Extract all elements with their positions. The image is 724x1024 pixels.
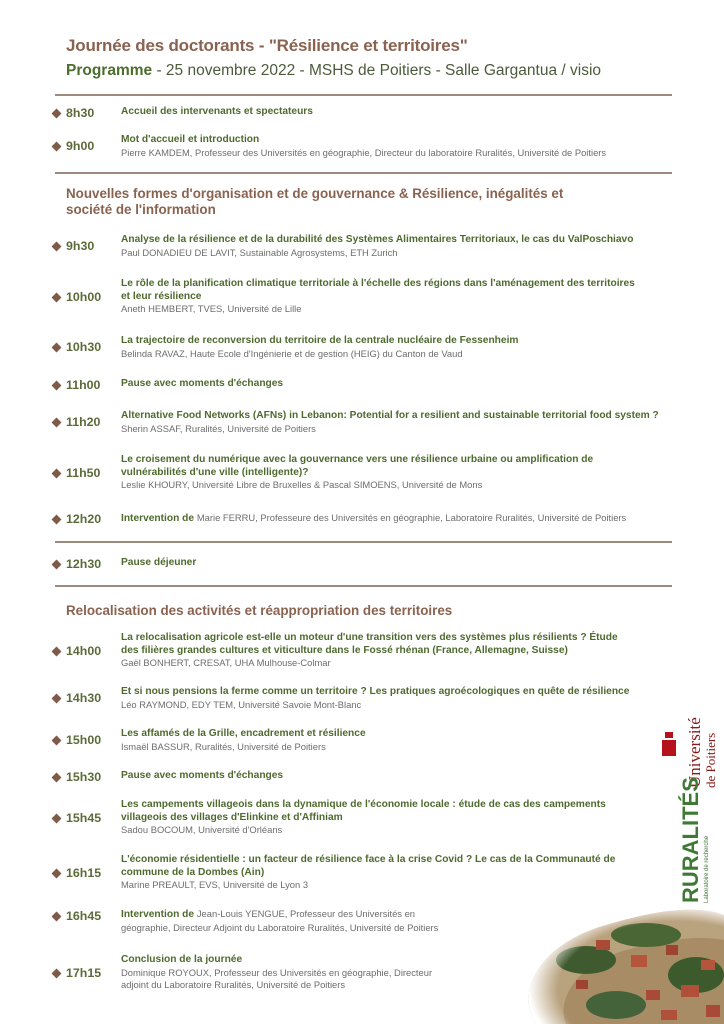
- item-title: Le croisement du numérique avec la gouvernance vers une résilience urbaine ou amplification de: [121, 454, 594, 465]
- section-heading: [66, 186, 606, 218]
- item-time: 12h20: [66, 512, 102, 526]
- bullet-diamond-icon: [52, 736, 62, 746]
- bullet-diamond-icon: [52, 515, 62, 525]
- item-time: 9h30: [66, 239, 95, 253]
- item-time: 14h30: [66, 691, 102, 705]
- item-speaker: Belinda RAVAZ, Haute Ecole d'Ingénierie et de gestion (HEIG) du Canton de Vaud: [121, 347, 463, 359]
- bullet-diamond-icon: [52, 912, 62, 922]
- ruralites-logo-subtext: Laboratoire de recherche: [704, 835, 710, 903]
- bullet-diamond-icon: [52, 773, 62, 783]
- bullet-diamond-icon: [52, 109, 62, 119]
- item-speaker: Ismaël BASSUR, Ruralités, Université de Poitiers: [121, 740, 326, 752]
- item-speaker: Leslie KHOURY, Université Libre de Bruxelles & Pascal SIMOENS, Université de Mons: [121, 479, 483, 490]
- section-heading-line: Relocalisation des activités et réappropriation des territoires: [66, 603, 453, 618]
- divider: [55, 172, 672, 174]
- programme-label: Programme: [66, 62, 153, 79]
- bullet-diamond-icon: [52, 343, 62, 353]
- item-time: 8h30: [66, 106, 95, 120]
- item-title: Les affamés de la Grille, encadrement et résilience: [121, 728, 366, 739]
- item-time: 12h30: [66, 557, 102, 571]
- item-title: La trajectoire de reconversion du territoire de la centrale nucléaire de Fessenheim: [121, 335, 519, 346]
- bullet-diamond-icon: [52, 647, 62, 657]
- intervention-label: Intervention de: [121, 513, 197, 524]
- item-title: Analyse de la résilience et de la durabilité des Systèmes Alimentaires Territoriaux, le cas du ValPoschiavo: [121, 234, 634, 245]
- item-title-cont: commune de la Dombes (Ain): [121, 866, 265, 878]
- divider: [55, 541, 672, 543]
- bullet-diamond-icon: [52, 142, 62, 152]
- item-title: [121, 908, 491, 922]
- item-title: Alternative Food Networks (AFNs) in Lebanon: Potential for a resilient and sustainable territorial food system ?: [121, 410, 659, 421]
- item-time: 9h00: [66, 139, 95, 153]
- item-speaker: Marie FERRU, Professeure des Universités en géographie, Laboratoire Ruralités, Université de Poitiers: [196, 512, 627, 523]
- programme-line: [66, 62, 704, 80]
- item-time: 14h00: [66, 644, 102, 658]
- bullet-diamond-icon: [52, 418, 62, 428]
- item-time: 17h15: [66, 966, 102, 980]
- item-time: 15h30: [66, 770, 102, 784]
- bullet-diamond-icon: [52, 469, 62, 479]
- section-heading-line: société de l'information: [66, 202, 216, 217]
- univ-logo-text: Université: [685, 717, 704, 788]
- ruralites-logo: [670, 775, 720, 905]
- event-title: Journée des doctorants - "Résilience et territoires": [66, 36, 468, 55]
- item-title: Conclusion de la journée: [121, 954, 243, 965]
- bullet-diamond-icon: [52, 814, 62, 824]
- item-title-cont: vulnérabilités d'une ville (intelligente)?: [121, 466, 309, 478]
- item-speaker: Léo RAYMOND, EDY TEM, Université Savoie Mont-Blanc: [121, 698, 362, 710]
- item-title: Le rôle de la planification climatique territoriale à l'échelle des régions dans l'aménagement des territoires: [121, 278, 635, 289]
- bullet-diamond-icon: [52, 560, 62, 570]
- item-speaker: Jean-Louis YENGUE, Professeur des Universités en: [196, 908, 416, 919]
- item-time: 10h00: [66, 290, 102, 304]
- item-time: 11h50: [66, 466, 101, 480]
- item-time: 11h00: [66, 378, 101, 392]
- item-speaker-cont: adjoint du Laboratoire Ruralités, Université de Poitiers: [121, 978, 346, 990]
- item-title: Et si nous pensions la ferme comme un territoire ? Les pratiques agroécologiques en quête de résilience: [121, 686, 630, 697]
- item-time: 11h20: [66, 415, 101, 429]
- ruralites-logo-text: RURALITÉS: [678, 777, 703, 903]
- univ-logo-text-2: de Poitiers: [703, 732, 718, 788]
- bullet-diamond-icon: [52, 694, 62, 704]
- item-speaker: Marine PREAULT, EVS, Université de Lyon 3: [121, 879, 309, 890]
- divider: [55, 94, 672, 96]
- item-title: Pause avec moments d'échanges: [121, 378, 284, 389]
- item-time: 15h00: [66, 733, 102, 747]
- item-title-cont: villageois des villages d'Elinkine et d'Affiniam: [121, 811, 343, 823]
- item-speaker: Aneth HEMBERT, TVES, Université de Lille: [121, 303, 302, 314]
- intervention-label: Intervention de: [121, 909, 197, 920]
- item-title-cont: et leur résilience: [121, 290, 202, 302]
- item-time: 16h45: [66, 909, 102, 923]
- univ-crest-icon: [662, 740, 676, 756]
- section-heading-line: Nouvelles formes d'organisation et de gouvernance & Résilience, inégalités et: [66, 186, 564, 201]
- item-title: Les campements villageois dans la dynamique de l'économie locale : étude de cas des campements: [121, 799, 606, 810]
- item-time: 15h45: [66, 811, 102, 825]
- item-title: Pause déjeuner: [121, 557, 197, 568]
- bullet-diamond-icon: [52, 242, 62, 252]
- item-speaker: Sherin ASSAF, Ruralités, Université de Poitiers: [121, 422, 316, 434]
- item-title-cont: des filières grandes cultures et viticulture dans le Fossé rhénan (France, Allemagne, Suisse): [121, 644, 568, 656]
- item-speaker-cont: géographie, Directeur Adjoint du Laboratoire Ruralités, Université de Poitiers: [121, 921, 439, 933]
- item-speaker: Paul DONADIEU DE LAVIT, Sustainable Agrosystems, ETH Zurich: [121, 246, 398, 258]
- divider: [55, 585, 672, 587]
- item-title: Pause avec moments d'échanges: [121, 770, 284, 781]
- page-header: [66, 36, 704, 80]
- bullet-diamond-icon: [52, 869, 62, 879]
- item-time: 10h30: [66, 340, 102, 354]
- section-heading: [66, 603, 606, 619]
- item-time: 16h15: [66, 866, 102, 880]
- flooded-village-photo: [496, 905, 724, 1024]
- univ-crest-top-icon: [665, 732, 673, 738]
- item-title: L'économie résidentielle : un facteur de résilience face à la crise Covid ? Le cas de la Communauté de: [121, 854, 616, 865]
- item-title: Mot d'accueil et introduction: [121, 134, 260, 145]
- bullet-diamond-icon: [52, 381, 62, 391]
- programme-details: - 25 novembre 2022 - MSHS de Poitiers - Salle Gargantua / visio: [152, 62, 602, 79]
- bullet-diamond-icon: [52, 969, 62, 979]
- item-title: [121, 512, 676, 526]
- item-speaker: Dominique ROYOUX, Professeur des Universités en géographie, Directeur: [121, 966, 433, 978]
- item-speaker: Sadou BOCOUM, Université d'Orléans: [121, 824, 283, 835]
- bullet-diamond-icon: [52, 293, 62, 303]
- item-title: Accueil des intervenants et spectateurs: [121, 106, 313, 117]
- item-speaker: Gaël BONHERT, CRESAT, UHA Mulhouse-Colmar: [121, 657, 331, 668]
- item-speaker: Pierre KAMDEM, Professeur des Universités en géographie, Directeur du laboratoire Ruralités, Université de Poitiers: [121, 146, 607, 158]
- item-title: La relocalisation agricole est-elle un moteur d'une transition vers des systèmes plus résilients ? Étude: [121, 632, 618, 643]
